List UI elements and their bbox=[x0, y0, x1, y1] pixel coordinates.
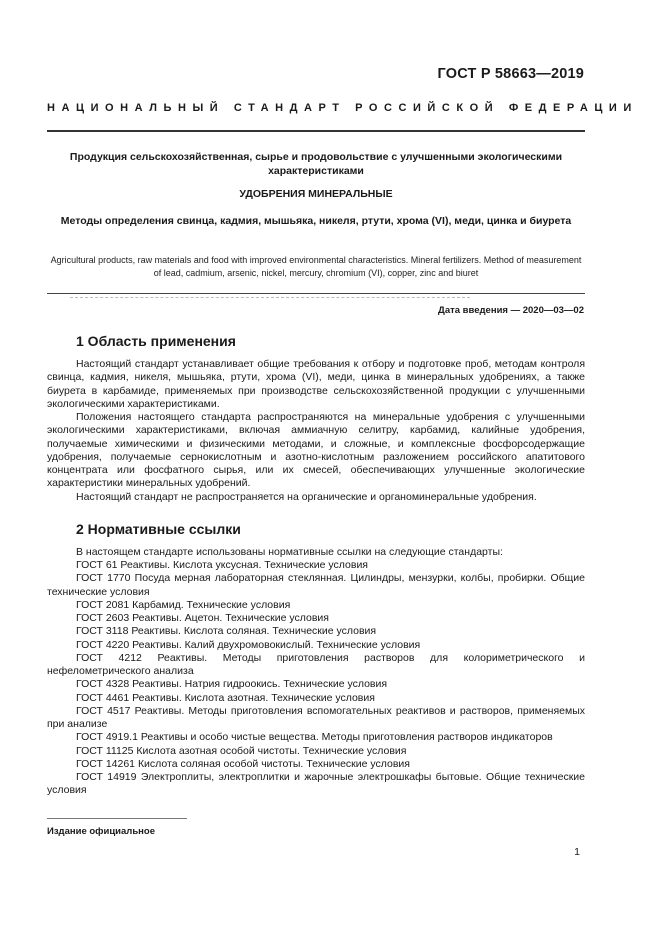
reference-item: ГОСТ 1770 Посуда мерная лабораторная стеклянная. Цилиндры, мензурки, колбы, пробирки. Общие технические условия bbox=[47, 572, 585, 598]
section-1-heading: 1 Область применения bbox=[76, 333, 236, 349]
reference-item: ГОСТ 61 Реактивы. Кислота уксусная. Технические условия bbox=[76, 559, 368, 571]
introduction-date: Дата введения — 2020—03—02 bbox=[438, 305, 584, 316]
reference-item: ГОСТ 4517 Реактивы. Методы приготовления вспомогательных реактивов и растворов, применяемых при анализе bbox=[47, 704, 585, 730]
reference-item: ГОСТ 4919.1 Реактивы и особо чистые вещества. Методы приготовления растворов индикаторов bbox=[76, 731, 553, 744]
section-2-heading: 2 Нормативные ссылки bbox=[76, 521, 241, 537]
reference-item: ГОСТ 2603 Реактивы. Ацетон. Технические условия bbox=[76, 612, 329, 624]
section-2-intro-text: В настоящем стандарте использованы нормативные ссылки на следующие стандарты: bbox=[76, 546, 503, 558]
reference-item: ГОСТ 4212 Реактивы. Методы приготовления растворов для колориметрического и нефелометрического анализа bbox=[47, 651, 585, 677]
reference-item: ГОСТ 14261 Кислота соляная особой чистоты. Технические условия bbox=[76, 757, 410, 770]
reference-item: ГОСТ 4328 Реактивы. Натрия гидроокись. Технические условия bbox=[76, 678, 388, 691]
top-rule bbox=[47, 130, 585, 132]
document-title-methods: Методы определения свинца, кадмия, мышьяка, никеля, ртути, хрома (VI), меди, цинка и биурета bbox=[60, 215, 572, 227]
document-title-main: Продукция сельскохозяйственная, сырье и продовольствие с улучшенными экологическими характеристиками bbox=[69, 151, 563, 177]
section-2-intro bbox=[47, 546, 585, 559]
reference-item: ГОСТ 4461 Реактивы. Кислота азотная. Технические условия bbox=[76, 691, 375, 704]
reference-item: ГОСТ 2081 Карбамид. Технические условия bbox=[76, 598, 291, 611]
faint-dashed-rule bbox=[70, 297, 470, 298]
reference-item: ГОСТ 14919 Электроплиты, электроплитки и жарочные электрошкафы бытовые. Общие технические условия bbox=[47, 771, 585, 797]
section-1-body bbox=[47, 358, 585, 504]
section-1-paragraph: Настоящий стандарт устанавливает общие требования к отбору и подготовке проб, методам контроля свинца, кадмия, никеля, мышьяка, ртути, хрома (VI), меди, цинка в минеральных удобрениях, а также биурета в карбамиде, применяемых при производстве сельскохозяйственной продукции с улучшенными экологическими характеристиками. bbox=[47, 358, 585, 410]
footer-rule bbox=[47, 818, 187, 819]
document-title-english: Agricultural products, raw materials and food with improved environmental characteristics. Mineral fertilizers. Method of measurement of lead, cadmium, arsenic, nickel, mercury, chromium (VI), copper, zinc and biuret bbox=[50, 255, 582, 278]
reference-item: ГОСТ 4220 Реактивы. Калий двухромовокислый. Технические условия bbox=[76, 638, 421, 651]
title-rule bbox=[47, 293, 585, 294]
reference-item: ГОСТ 11125 Кислота азотная особой чистоты. Технические условия bbox=[76, 744, 407, 757]
normative-references-list bbox=[47, 559, 585, 798]
standard-code: ГОСТ Р 58663—2019 bbox=[437, 66, 584, 82]
reference-item: ГОСТ 3118 Реактивы. Кислота соляная. Технические условия bbox=[76, 625, 377, 638]
edition-label: Издание официальное bbox=[47, 826, 155, 837]
document-title-sub: УДОБРЕНИЯ МИНЕРАЛЬНЫЕ bbox=[239, 188, 393, 200]
section-1-paragraph: Положения настоящего стандарта распространяются на минеральные удобрения с улучшенными экологическими характеристиками, включая аммиачную селитру, карбамид, калийные удобрения, получаемые химическими и физическими методами, и сложные, и комплексные фосфорсодержащие удобрения, получаемые сернокислотным и азотно-кислотным разложением российского апатитового концентрата или фосфатного сырья, или их смесей, обеспечивающих улучшенные экологические характеристики минеральных удобрений. bbox=[47, 411, 585, 490]
section-1-paragraph: Настоящий стандарт не распространяется на органические и органоминеральные удобрения. bbox=[76, 490, 537, 503]
national-standard-title: НАЦИОНАЛЬНЫЙ СТАНДАРТ РОССИЙСКОЙ ФЕДЕРАЦИИ bbox=[47, 102, 638, 114]
page-number: 1 bbox=[574, 846, 580, 858]
